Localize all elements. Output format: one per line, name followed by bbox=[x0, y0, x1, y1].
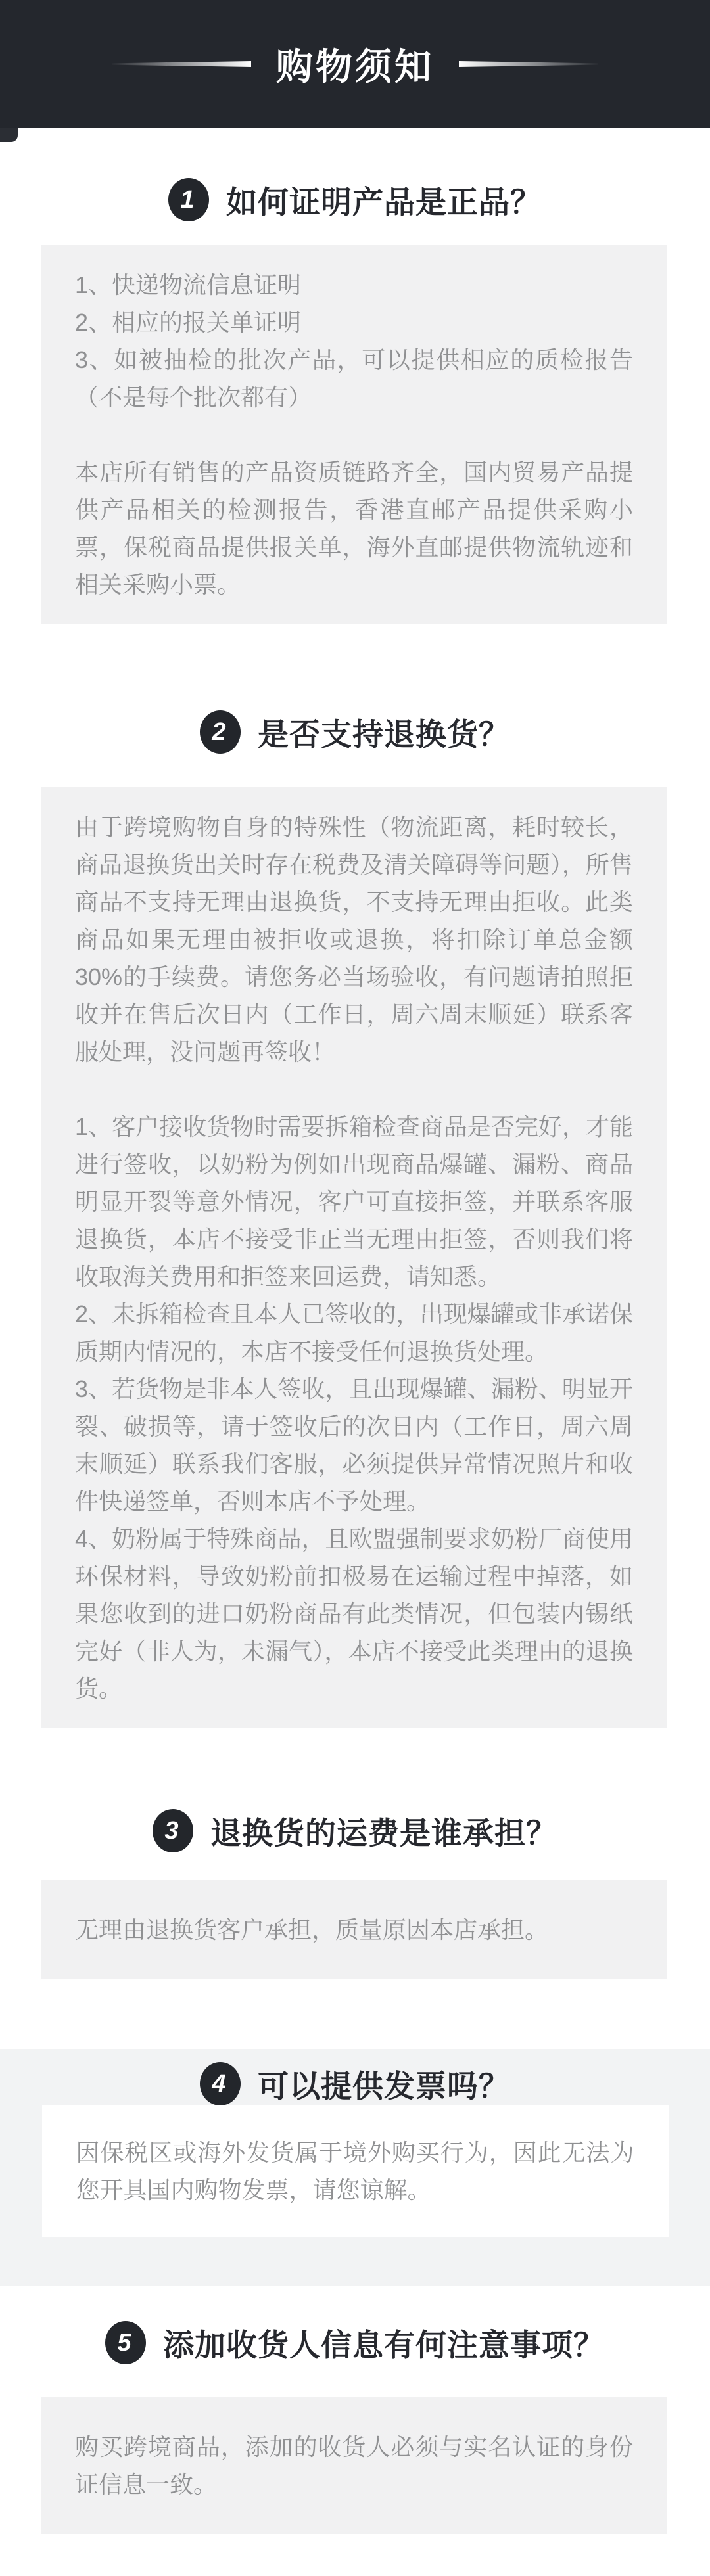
answer-paragraph: 1、客户接收货物时需要拆箱检查商品是否完好，才能进行签收，以奶粉为例如出现商品爆罐、漏粉、商品明显开裂等意外情况，客户可直接拒签，并联系客服退换货，本店不接受非正当无理由拒签，否则我们将收取海关费用和拒签来回运费，请知悉。 bbox=[75, 1113, 633, 1290]
answer-box bbox=[41, 2397, 667, 2534]
section-title: 退换货的运费是谁承担？ bbox=[210, 1815, 557, 1851]
answer-group bbox=[75, 808, 633, 1070]
answer-box bbox=[41, 787, 667, 1728]
answer-box bbox=[41, 245, 667, 624]
answer-paragraph: 1、快递物流信息证明 bbox=[75, 271, 302, 298]
answer-group bbox=[75, 1108, 633, 1707]
answer-box bbox=[41, 1880, 667, 1979]
badge-number: 5 bbox=[117, 2328, 131, 2357]
deco-line-left-icon bbox=[112, 61, 251, 67]
answer-paragraph: 2、未拆箱检查且本人已签收的，出现爆罐或非承诺保质期内情况的，本店不接受任何退换货处理。 bbox=[75, 1300, 633, 1365]
number-badge bbox=[168, 178, 209, 221]
section-recipient-info bbox=[0, 2321, 710, 2534]
number-badge bbox=[200, 2062, 241, 2105]
answer-paragraph: 2、相应的报关单证明 bbox=[75, 309, 302, 336]
badge-number: 1 bbox=[180, 185, 195, 214]
section-returns-policy bbox=[0, 710, 710, 1728]
answer-group bbox=[75, 266, 633, 416]
section-title: 可以提供发票吗？ bbox=[258, 2068, 510, 2104]
section-heading bbox=[0, 710, 710, 754]
number-badge bbox=[200, 710, 241, 754]
answer-paragraph: 3、如被抽检的批次产品，可以提供相应的质检报告（不是每个批次都有） bbox=[75, 346, 633, 411]
answer-paragraph: 因保税区或海外发货属于境外购买行为，因此无法为您开具国内购物发票，请您谅解。 bbox=[76, 2139, 634, 2203]
section4-band bbox=[0, 2049, 710, 2286]
section-heading bbox=[0, 2321, 710, 2364]
section-heading bbox=[0, 2062, 710, 2105]
page-title: 购物须知 bbox=[276, 45, 434, 87]
answer-group bbox=[75, 2428, 633, 2503]
answer-paragraph: 本店所有销售的产品资质链路齐全，国内贸易产品提供产品相关的检测报告，香港直邮产品提供采购小票，保税商品提供报关单，海外直邮提供物流轨迹和相关采购小票。 bbox=[75, 459, 633, 598]
answer-paragraph: 3、若货物是非本人签收，且出现爆罐、漏粉、明显开裂、破损等，请于签收后的次日内（工作日，周六周末顺延）联系我们客服，必须提供异常情况照片和收件快递签单，否则本店不予处理。 bbox=[75, 1375, 633, 1515]
answer-group bbox=[75, 453, 633, 603]
answer-paragraph: 4、奶粉属于特殊商品，且欧盟强制要求奶粉厂商使用环保材料，导致奶粉前扣极易在运输过程中掉落，如果您收到的进口奶粉商品有此类情况，但包装内锡纸完好（非人为，未漏气），本店不接受此类理由的退换货。 bbox=[75, 1525, 633, 1702]
answer-paragraph: 无理由退换货客户承担，质量原因本店承担。 bbox=[75, 1916, 549, 1943]
answer-group bbox=[76, 2134, 634, 2209]
number-badge bbox=[153, 1809, 193, 1852]
answer-paragraph: 由于跨境购物自身的特殊性（物流距离，耗时较长，商品退换货出关时存在税费及清关障碍等问题），所售商品不支持无理由退换货，不支持无理由拒收。此类商品如果无理由被拒收或退换，将扣除订单总金额30%的手续费。请您务必当场验收，有问题请拍照拒收并在售后次日内（工作日，周六周末顺延）联系客服处理，没问题再签收！ bbox=[75, 814, 633, 1065]
section-title: 添加收货人信息有何注意事项？ bbox=[163, 2327, 605, 2362]
badge-number: 3 bbox=[164, 1816, 179, 1845]
section-return-shipping-fee bbox=[0, 1809, 710, 1979]
header-corner-mark bbox=[0, 128, 18, 142]
header-banner bbox=[0, 0, 710, 128]
section-invoice bbox=[0, 2062, 710, 2237]
section-heading bbox=[0, 178, 710, 221]
badge-number: 2 bbox=[212, 718, 226, 746]
section-authenticity bbox=[0, 178, 710, 624]
section-title: 是否支持退换货？ bbox=[258, 716, 510, 752]
answer-paragraph: 购买跨境商品，添加的收货人必须与实名认证的身份证信息一致。 bbox=[75, 2433, 633, 2498]
answer-group bbox=[75, 1911, 633, 1948]
badge-number: 4 bbox=[212, 2069, 226, 2098]
number-badge bbox=[105, 2321, 146, 2364]
section-heading bbox=[0, 1809, 710, 1852]
section-title: 如何证明产品是正品？ bbox=[226, 184, 542, 219]
answer-box bbox=[42, 2105, 669, 2237]
deco-line-right-icon bbox=[459, 61, 598, 67]
